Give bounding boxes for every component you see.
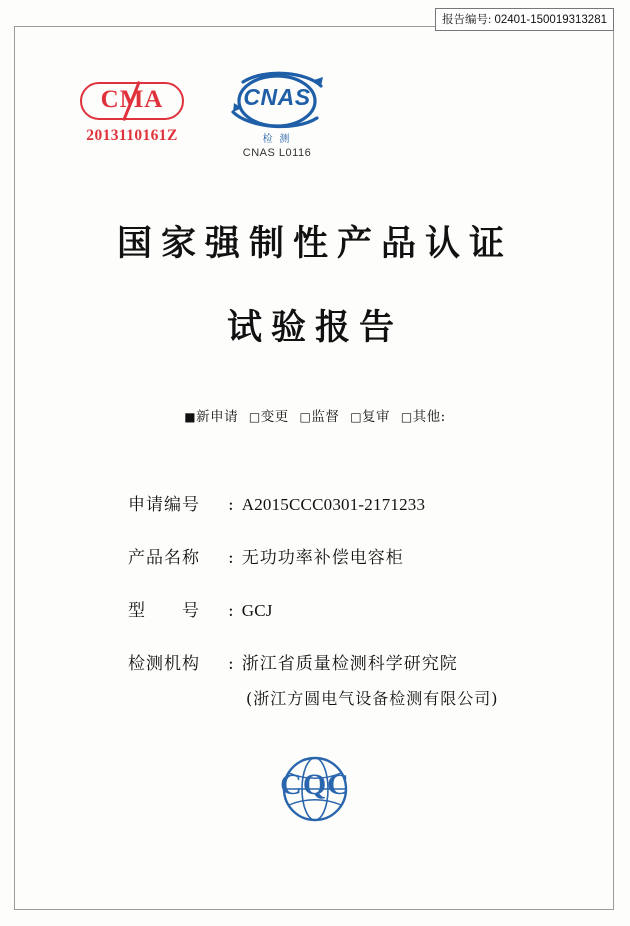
field-colon-3: : (228, 654, 234, 674)
field-label-testing-institution: 检测机构 (128, 654, 200, 674)
application-type-checkboxes (0, 405, 630, 425)
field-list (128, 490, 558, 735)
field-colon-2: : (228, 601, 234, 621)
checkbox-box-1[interactable]: □ (248, 410, 261, 424)
field-value-institution-subsidiary: (浙江方圆电气设备检测有限公司) (246, 689, 499, 708)
field-product-name (128, 543, 558, 568)
field-application-number (128, 490, 558, 515)
cma-certificate-number: 2013110161Z (86, 127, 178, 144)
cnas-logo-text: CNAS (243, 84, 311, 110)
logo-row (0, 70, 630, 180)
cma-mark-icon (80, 82, 184, 120)
checkbox-box-4[interactable]: □ (400, 410, 413, 424)
field-label-application-number: 申请编号 (128, 495, 200, 515)
report-number-label: 报告编号: (442, 14, 492, 26)
field-value-product-name: 无功功率补偿电容柜 (241, 548, 404, 568)
checkbox-label-1: 变更 (260, 409, 289, 425)
field-testing-institution (128, 649, 558, 674)
field-label-model: 型 号 (128, 601, 200, 621)
cnas-code: CNAS L0116 (242, 147, 312, 159)
cqc-seal (265, 752, 365, 826)
field-value-application-number: A2015CCC0301-2171233 (241, 495, 426, 514)
checkbox-option-4[interactable] (401, 409, 446, 425)
field-value-testing-institution: 浙江省质量检测科学研究院 (241, 654, 458, 674)
checkbox-box-2[interactable]: □ (299, 410, 312, 424)
checkbox-label-2: 监督 (311, 409, 340, 425)
checkbox-option-0[interactable] (184, 409, 238, 425)
checkbox-label-3: 复审 (362, 409, 391, 425)
field-colon-1: : (228, 548, 234, 568)
cma-logo-text: CMA (100, 86, 164, 113)
field-label-product-name: 产品名称 (128, 548, 200, 568)
cma-logo (72, 82, 192, 145)
page-title-line2: 试验报告 (226, 307, 403, 348)
checkbox-box-0[interactable]: ■ (184, 410, 197, 424)
field-value-model: GCJ (241, 601, 273, 620)
report-number-value: 02401-150019313281 (494, 14, 607, 26)
cnas-chinese-text: 检 测 (262, 134, 292, 145)
cnas-logo (212, 70, 342, 159)
page-title-line1: 国家强制性产品认证 (116, 223, 513, 264)
checkbox-option-2[interactable] (300, 409, 340, 425)
checkbox-label-0: 新申请 (196, 409, 239, 425)
field-model (128, 596, 558, 621)
cnas-mark-icon (221, 70, 333, 132)
field-colon-0: : (228, 495, 234, 515)
checkbox-label-4: 其他: (412, 409, 446, 425)
cqc-logo-text: CQC (280, 768, 350, 801)
checkbox-option-3[interactable] (350, 409, 390, 425)
checkbox-box-3[interactable]: □ (350, 410, 363, 424)
checkbox-option-1[interactable] (249, 409, 289, 425)
report-number (435, 8, 614, 31)
